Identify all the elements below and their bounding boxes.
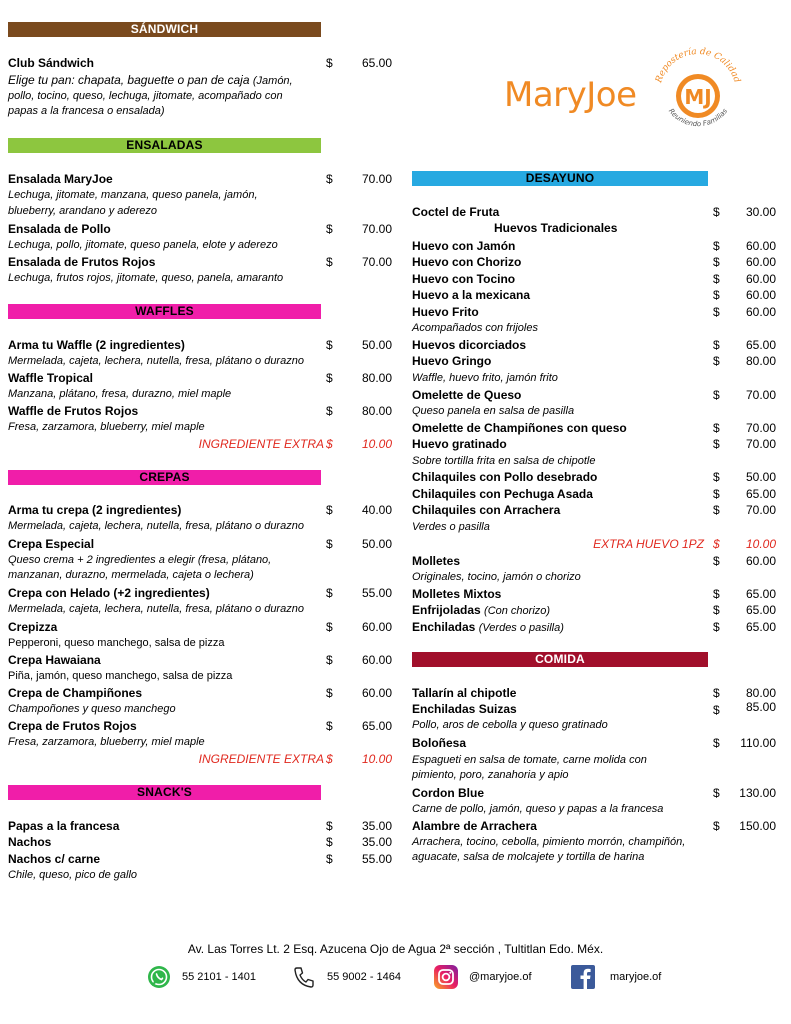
currency-symbol: $ bbox=[326, 719, 333, 733]
item-price: 65.00 bbox=[361, 56, 392, 70]
item-description: Queso panela en salsa de pasilla bbox=[412, 405, 575, 417]
item-price: 60.00 bbox=[745, 305, 776, 319]
item-description: Sobre tortilla frita en salsa de chipotle bbox=[412, 455, 596, 467]
extra-ingredient-row bbox=[8, 751, 392, 767]
extra-label: INGREDIENTE EXTRA bbox=[198, 752, 324, 766]
item-name: Nachos c/ carne bbox=[8, 852, 101, 866]
currency-symbol: $ bbox=[713, 205, 720, 219]
menu-item bbox=[412, 701, 776, 717]
desc-line: Elige tu pan: chapata, baguette o pan de caja bbox=[8, 73, 250, 87]
item-name: Ensalada de Pollo bbox=[8, 222, 111, 236]
menu-item bbox=[8, 536, 392, 552]
currency-symbol: $ bbox=[713, 819, 720, 833]
item-name: Cordon Blue bbox=[412, 786, 484, 800]
extra-ingredient-row bbox=[8, 436, 392, 452]
item-name: Huevo Gringo bbox=[412, 354, 492, 368]
contact-instagram[interactable] bbox=[433, 962, 532, 992]
menu-item bbox=[412, 818, 776, 834]
menu-item bbox=[412, 735, 776, 751]
item-price: 65.00 bbox=[745, 338, 776, 352]
item-price: 60.00 bbox=[745, 239, 776, 253]
item-description: Mermelada, cajeta, lechera, nutella, fresa, plátano o durazno bbox=[8, 355, 304, 367]
contact-phone[interactable] bbox=[291, 962, 401, 992]
currency-symbol: $ bbox=[326, 255, 333, 269]
item-name: Crepizza bbox=[8, 620, 58, 634]
item-description: aguacate, salsa de molcajete y tortilla de harina bbox=[412, 851, 645, 863]
menu-item bbox=[8, 254, 392, 270]
menu-item bbox=[412, 287, 776, 303]
item-name: Arma tu crepa (2 ingredientes) bbox=[8, 503, 182, 517]
item-price: 50.00 bbox=[361, 338, 392, 352]
currency-symbol: $ bbox=[326, 503, 333, 517]
currency-symbol: $ bbox=[713, 786, 720, 800]
item-description: Fresa, zarzamora, blueberry, miel maple bbox=[8, 736, 205, 748]
item-description: pimiento, poro, zanahoria y apio bbox=[412, 769, 569, 781]
item-name: Crepa de Champiñones bbox=[8, 686, 143, 700]
menu-item bbox=[8, 221, 392, 237]
maryjoe-logo bbox=[500, 35, 760, 145]
whatsapp-number: 55 2101 - 1401 bbox=[182, 971, 257, 983]
subsection-title: Huevos Tradicionales bbox=[494, 221, 618, 235]
menu-item bbox=[8, 337, 392, 353]
currency-symbol: $ bbox=[713, 437, 720, 451]
item-description: Arrachera, tocino, cebolla, pimiento morrón, champiñón, bbox=[412, 836, 686, 848]
logo-wordmark: MaryJoe bbox=[504, 75, 637, 115]
currency-symbol: $ bbox=[326, 586, 333, 600]
item-name: Ensalada de Frutos Rojos bbox=[8, 255, 156, 269]
currency-symbol: $ bbox=[713, 537, 720, 551]
item-description: Waffle, huevo frito, jamón frito bbox=[412, 372, 558, 384]
item-name: Molletes bbox=[412, 554, 461, 568]
extra-price: 10.00 bbox=[745, 537, 776, 551]
menu-item bbox=[412, 353, 776, 369]
item-description: Piña, jamón, queso manchego, salsa de pizza bbox=[8, 670, 233, 682]
item-price: 70.00 bbox=[361, 222, 392, 236]
instagram-handle: @maryjoe.of bbox=[469, 971, 532, 983]
item-name: Crepa de Frutos Rojos bbox=[8, 719, 137, 733]
item-description: Originales, tocino, jamón o chorizo bbox=[412, 571, 581, 583]
item-name: Papas a la francesa bbox=[8, 819, 120, 833]
item-description: Manzana, plátano, fresa, durazno, miel maple bbox=[8, 388, 232, 400]
item-price: 70.00 bbox=[361, 255, 392, 269]
facebook-icon bbox=[570, 964, 596, 990]
logo-emblem bbox=[642, 40, 752, 140]
item-price: 130.00 bbox=[739, 786, 776, 800]
currency-symbol: $ bbox=[326, 371, 333, 385]
item-price: 60.00 bbox=[745, 255, 776, 269]
menu-item bbox=[412, 486, 776, 502]
currency-symbol: $ bbox=[326, 338, 333, 352]
item-price: 50.00 bbox=[745, 470, 776, 484]
item-price: 70.00 bbox=[745, 421, 776, 435]
contact-whatsapp[interactable] bbox=[146, 962, 256, 992]
item-description: Mermelada, cajeta, lechera, nutella, fresa, plátano o durazno bbox=[8, 603, 304, 615]
item-price: 70.00 bbox=[361, 172, 392, 186]
menu-item bbox=[412, 586, 776, 602]
item-price: 35.00 bbox=[361, 835, 392, 849]
desc-line: (Jamón, bbox=[252, 75, 293, 87]
extra-egg-row bbox=[412, 536, 776, 552]
currency-symbol: $ bbox=[713, 470, 720, 484]
menu-item bbox=[412, 420, 776, 436]
item-name bbox=[412, 602, 550, 619]
item-name: Chilaquiles con Pollo desebrado bbox=[412, 470, 598, 484]
currency-symbol: $ bbox=[713, 587, 720, 601]
item-price: 70.00 bbox=[745, 437, 776, 451]
currency-symbol: $ bbox=[713, 305, 720, 319]
menu-item bbox=[8, 818, 392, 834]
menu-item bbox=[8, 585, 392, 601]
item-description: Carne de pollo, jamón, queso y papas a la francesa bbox=[412, 803, 664, 815]
section-bar-ensaladas: ENSALADAS bbox=[8, 138, 321, 153]
item-price: 65.00 bbox=[745, 487, 776, 501]
item-name: Tallarín al chipotle bbox=[412, 686, 517, 700]
currency-symbol: $ bbox=[326, 56, 333, 70]
facebook-handle: maryjoe.of bbox=[610, 971, 662, 983]
item-name: Chilaquiles con Arrachera bbox=[412, 503, 561, 517]
currency-symbol: $ bbox=[713, 603, 720, 617]
menu-item bbox=[8, 370, 392, 386]
item-name: Huevo con Jamón bbox=[412, 239, 516, 253]
item-name: Omelette de Queso bbox=[412, 388, 522, 402]
item-description: Fresa, zarzamora, blueberry, miel maple bbox=[8, 421, 205, 433]
currency-symbol: $ bbox=[326, 404, 333, 418]
item-name: Waffle Tropical bbox=[8, 371, 93, 385]
menu-item bbox=[8, 55, 392, 71]
menu-item bbox=[412, 685, 776, 701]
item-price: 65.00 bbox=[745, 620, 776, 634]
currency-symbol: $ bbox=[326, 653, 333, 667]
menu-item bbox=[8, 685, 392, 701]
logo-tagline: Repostería de Calidad bbox=[654, 46, 742, 85]
item-price: 50.00 bbox=[361, 537, 392, 551]
item-description: Espagueti en salsa de tomate, carne molida con bbox=[412, 754, 647, 766]
item-name: Huevos dicorciados bbox=[412, 338, 527, 352]
instagram-icon bbox=[433, 964, 459, 990]
item-description: Pepperoni, queso manchego, salsa de pizza bbox=[8, 637, 225, 649]
menu-item bbox=[412, 304, 776, 320]
currency-symbol: $ bbox=[326, 222, 333, 236]
menu-item bbox=[412, 469, 776, 485]
whatsapp-icon bbox=[146, 964, 172, 990]
item-description: Lechuga, jitomate, manzana, queso panela, jamón, bbox=[8, 189, 258, 201]
item-price: 85.00 bbox=[745, 700, 776, 714]
item-description: Lechuga, frutos rojos, jitomate, queso, panela, amaranto bbox=[8, 272, 284, 284]
extra-label: EXTRA HUEVO 1PZ bbox=[593, 537, 704, 551]
currency-symbol: $ bbox=[326, 537, 333, 551]
item-price: 60.00 bbox=[745, 272, 776, 286]
item-name-text: Enchiladas bbox=[412, 620, 476, 634]
logo-monogram: MJ bbox=[684, 85, 712, 109]
phone-number: 55 9002 - 1464 bbox=[327, 971, 402, 983]
menu-item bbox=[8, 171, 392, 187]
logo-subtitle: Reuniendo Familias bbox=[666, 107, 730, 129]
currency-symbol: $ bbox=[713, 487, 720, 501]
item-name: Huevo con Tocino bbox=[412, 272, 516, 286]
currency-symbol: $ bbox=[713, 554, 720, 568]
menu-item bbox=[8, 619, 392, 635]
item-price: 55.00 bbox=[361, 586, 392, 600]
item-name: Huevo con Chorizo bbox=[412, 255, 522, 269]
currency-symbol: $ bbox=[713, 388, 720, 402]
item-description: Acompañados con frijoles bbox=[412, 322, 538, 334]
item-description: Chile, queso, pico de gallo bbox=[8, 869, 138, 881]
menu-item bbox=[412, 602, 776, 618]
item-name: Crepa Hawaiana bbox=[8, 653, 101, 667]
item-name-text: Enfrijoladas bbox=[412, 603, 481, 617]
currency-symbol: $ bbox=[713, 686, 720, 700]
currency-symbol: $ bbox=[326, 819, 333, 833]
currency-symbol: $ bbox=[713, 421, 720, 435]
currency-symbol: $ bbox=[713, 736, 720, 750]
section-bar-crepas: CREPAS bbox=[8, 470, 321, 485]
item-name bbox=[412, 619, 564, 636]
menu-item bbox=[412, 337, 776, 353]
item-name: Boloñesa bbox=[412, 736, 467, 750]
item-note: (Verdes o pasilla) bbox=[478, 622, 564, 634]
item-description: pollo, tocino, queso, lechuga, jitomate, acompañado con bbox=[8, 90, 283, 102]
menu-item bbox=[412, 785, 776, 801]
item-price: 30.00 bbox=[745, 205, 776, 219]
item-price: 80.00 bbox=[361, 404, 392, 418]
currency-symbol: $ bbox=[713, 503, 720, 517]
item-description: Champoñones y queso manchego bbox=[8, 703, 176, 715]
item-name: Alambre de Arrachera bbox=[412, 819, 537, 833]
item-name: Arma tu Waffle (2 ingredientes) bbox=[8, 338, 185, 352]
item-name: Coctel de Fruta bbox=[412, 205, 500, 219]
item-name: Huevo gratinado bbox=[412, 437, 507, 451]
item-price: 55.00 bbox=[361, 852, 392, 866]
currency-symbol: $ bbox=[713, 255, 720, 269]
item-price: 65.00 bbox=[745, 603, 776, 617]
phone-icon bbox=[291, 964, 317, 990]
currency-symbol: $ bbox=[326, 852, 333, 866]
menu-item bbox=[8, 718, 392, 734]
item-price: 70.00 bbox=[745, 388, 776, 402]
currency-symbol: $ bbox=[326, 172, 333, 186]
item-price: 60.00 bbox=[361, 686, 392, 700]
menu-item bbox=[8, 403, 392, 419]
currency-symbol: $ bbox=[713, 288, 720, 302]
item-price: 80.00 bbox=[361, 371, 392, 385]
currency-symbol: $ bbox=[326, 752, 333, 766]
item-price: 80.00 bbox=[745, 354, 776, 368]
currency-symbol: $ bbox=[326, 437, 333, 451]
item-description: Mermelada, cajeta, lechera, nutella, fresa, plátano o durazno bbox=[8, 520, 304, 532]
item-price: 35.00 bbox=[361, 819, 392, 833]
currency-symbol: $ bbox=[713, 620, 720, 634]
menu-item bbox=[412, 271, 776, 287]
item-description: manzanan, durazno, mermelada, cajeta o lechera) bbox=[8, 569, 254, 581]
item-price: 60.00 bbox=[361, 653, 392, 667]
extra-price: 10.00 bbox=[361, 752, 392, 766]
item-price: 65.00 bbox=[745, 587, 776, 601]
item-description bbox=[8, 72, 293, 89]
item-name: Crepa con Helado (+2 ingredientes) bbox=[8, 586, 210, 600]
item-name: Nachos bbox=[8, 835, 52, 849]
item-note: (Con chorizo) bbox=[484, 605, 551, 617]
section-bar-waffles: WAFFLES bbox=[8, 304, 321, 319]
menu-item bbox=[412, 436, 776, 452]
currency-symbol: $ bbox=[326, 620, 333, 634]
section-bar-comida: COMIDA bbox=[412, 652, 708, 667]
extra-label: INGREDIENTE EXTRA bbox=[198, 437, 324, 451]
menu-item bbox=[8, 834, 392, 850]
menu-item bbox=[8, 652, 392, 668]
menu-item bbox=[412, 204, 776, 220]
menu-item bbox=[8, 851, 392, 867]
item-price: 40.00 bbox=[361, 503, 392, 517]
item-description: Lechuga, pollo, jitomate, queso panela, elote y aderezo bbox=[8, 239, 278, 251]
item-description: Verdes o pasilla bbox=[412, 521, 490, 533]
menu-item bbox=[412, 502, 776, 518]
menu-item bbox=[412, 553, 776, 569]
section-bar-snacks: SNACK'S bbox=[8, 785, 321, 800]
item-price: 110.00 bbox=[740, 736, 776, 750]
item-price: 150.00 bbox=[739, 819, 776, 833]
currency-symbol: $ bbox=[713, 703, 720, 717]
extra-price: 10.00 bbox=[361, 437, 392, 451]
item-name: Club Sándwich bbox=[8, 56, 95, 70]
section-bar-sandwich: SÁNDWICH bbox=[8, 22, 321, 37]
item-description: papas a la francesa o ensalada) bbox=[8, 105, 165, 117]
menu-item bbox=[412, 238, 776, 254]
item-name: Molletes Mixtos bbox=[412, 587, 502, 601]
item-name: Chilaquiles con Pechuga Asada bbox=[412, 487, 593, 501]
item-description: Queso crema + 2 ingredientes a elegir (fresa, plátano, bbox=[8, 554, 272, 566]
item-name: Omelette de Champiñones con queso bbox=[412, 421, 627, 435]
menu-item bbox=[8, 502, 392, 518]
item-name: Ensalada MaryJoe bbox=[8, 172, 113, 186]
item-price: 60.00 bbox=[745, 288, 776, 302]
menu-item bbox=[412, 387, 776, 403]
currency-symbol: $ bbox=[326, 835, 333, 849]
item-price: 70.00 bbox=[745, 503, 776, 517]
currency-symbol: $ bbox=[713, 354, 720, 368]
item-price: 60.00 bbox=[361, 620, 392, 634]
item-price: 80.00 bbox=[745, 686, 776, 700]
contact-facebook[interactable] bbox=[570, 962, 661, 992]
currency-symbol: $ bbox=[713, 338, 720, 352]
item-name: Crepa Especial bbox=[8, 537, 95, 551]
item-description: blueberry, arandano y aderezo bbox=[8, 205, 158, 217]
currency-symbol: $ bbox=[326, 686, 333, 700]
item-description: Pollo, aros de cebolla y queso gratinado bbox=[412, 719, 608, 731]
item-name: Huevo Frito bbox=[412, 305, 479, 319]
item-name: Enchiladas Suizas bbox=[412, 702, 517, 716]
menu-item bbox=[412, 619, 776, 635]
item-name: Huevo a la mexicana bbox=[412, 288, 531, 302]
item-price: 65.00 bbox=[361, 719, 392, 733]
menu-item bbox=[412, 254, 776, 270]
section-bar-desayuno: DESAYUNO bbox=[412, 171, 708, 186]
footer-address: Av. Las Torres Lt. 2 Esq. Azucena Ojo de Agua 2ª sección , Tultitlan Edo. Méx. bbox=[187, 942, 604, 956]
currency-symbol: $ bbox=[713, 239, 720, 253]
currency-symbol: $ bbox=[713, 272, 720, 286]
item-price: 60.00 bbox=[745, 554, 776, 568]
item-name: Waffle de Frutos Rojos bbox=[8, 404, 139, 418]
